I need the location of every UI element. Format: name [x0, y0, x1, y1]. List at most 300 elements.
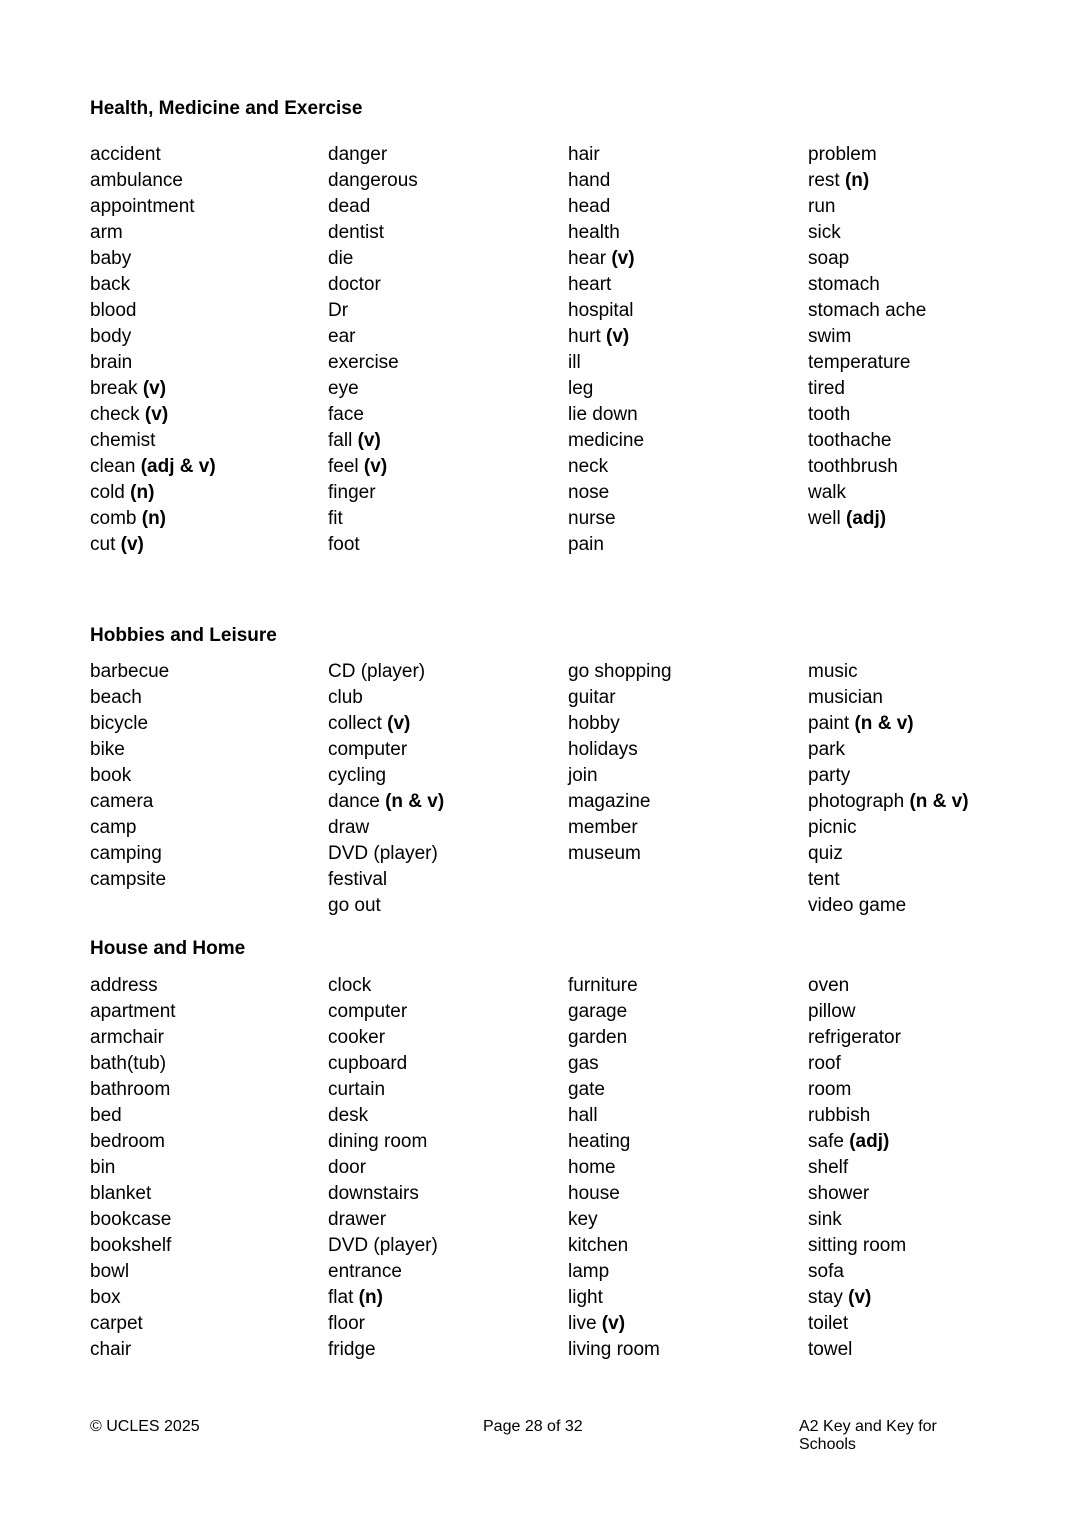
- vocab-word: [90, 1311, 176, 1337]
- word-text: bowl: [90, 1261, 130, 1282]
- vocab-word: [568, 1025, 660, 1051]
- word-text: oven: [808, 975, 850, 996]
- word-text: dance: [328, 791, 380, 812]
- footer-exam-name-line2: Schools: [799, 1436, 856, 1453]
- word-text: CD (player): [328, 661, 426, 682]
- part-of-speech: (v): [601, 1313, 626, 1334]
- vocab-word: [568, 1311, 660, 1337]
- word-text: bath(tub): [90, 1053, 167, 1074]
- word-text: lamp: [568, 1261, 610, 1282]
- part-of-speech: (v): [387, 713, 411, 734]
- vocab-word: [328, 1311, 438, 1337]
- vocab-word: [568, 376, 644, 402]
- word-text: finger: [328, 482, 376, 503]
- word-text: armchair: [90, 1027, 164, 1048]
- vocab-word: [90, 763, 169, 789]
- word-text: bookshelf: [90, 1235, 172, 1256]
- word-text: downstairs: [328, 1183, 419, 1204]
- word-text: member: [568, 817, 638, 838]
- vocab-word: [568, 763, 672, 789]
- word-column: [808, 659, 969, 919]
- word-text: gas: [568, 1053, 599, 1074]
- vocab-word: [90, 737, 169, 763]
- vocab-word: [90, 1233, 176, 1259]
- vocab-word: [90, 506, 216, 532]
- word-text: bin: [90, 1157, 116, 1178]
- word-text: back: [90, 274, 131, 295]
- vocab-word: [90, 168, 216, 194]
- vocab-word: [568, 1077, 660, 1103]
- vocab-word: [90, 298, 216, 324]
- word-text: nose: [568, 482, 610, 503]
- vocab-word: [328, 1285, 438, 1311]
- vocab-word: [328, 246, 418, 272]
- word-text: hospital: [568, 300, 634, 321]
- word-text: photograph: [808, 791, 905, 812]
- word-text: living room: [568, 1339, 660, 1360]
- word-text: die: [328, 248, 354, 269]
- word-text: cut: [90, 534, 116, 555]
- vocab-word: [328, 142, 418, 168]
- word-text: bed: [90, 1105, 122, 1126]
- word-text: towel: [808, 1339, 853, 1360]
- word-text: ear: [328, 326, 356, 347]
- word-text: hair: [568, 144, 600, 165]
- word-text: go shopping: [568, 661, 672, 682]
- word-text: cooker: [328, 1027, 386, 1048]
- word-text: house: [568, 1183, 620, 1204]
- word-text: dangerous: [328, 170, 418, 191]
- word-text: pillow: [808, 1001, 856, 1022]
- word-text: club: [328, 687, 363, 708]
- vocab-word: [568, 1233, 660, 1259]
- vocab-word: [328, 789, 444, 815]
- word-text: furniture: [568, 975, 638, 996]
- vocab-word: [328, 1051, 438, 1077]
- word-text: party: [808, 765, 851, 786]
- vocab-word: [328, 737, 444, 763]
- vocab-word: [90, 220, 216, 246]
- word-text: accident: [90, 144, 161, 165]
- vocab-word: [808, 999, 906, 1025]
- vocab-word: [90, 324, 216, 350]
- word-text: cold: [90, 482, 125, 503]
- vocab-word: [328, 1129, 438, 1155]
- vocab-word: [90, 272, 216, 298]
- word-text: kitchen: [568, 1235, 629, 1256]
- vocab-word: [568, 711, 672, 737]
- word-text: toothache: [808, 430, 892, 451]
- word-text: campsite: [90, 869, 167, 890]
- vocab-word: [328, 1155, 438, 1181]
- vocab-word: [568, 480, 644, 506]
- vocab-word: [808, 867, 969, 893]
- vocab-word: [808, 272, 926, 298]
- part-of-speech: (n): [141, 508, 167, 529]
- word-text: desk: [328, 1105, 369, 1126]
- word-column: [90, 973, 176, 1363]
- word-text: garage: [568, 1001, 628, 1022]
- word-text: neck: [568, 456, 609, 477]
- vocab-word: [568, 350, 644, 376]
- vocab-word: [808, 1103, 906, 1129]
- word-column: [90, 142, 216, 558]
- vocab-word: [328, 324, 418, 350]
- vocab-word: [568, 1181, 660, 1207]
- word-text: clock: [328, 975, 372, 996]
- vocab-word: [328, 402, 418, 428]
- part-of-speech: (v): [611, 248, 635, 269]
- word-text: hand: [568, 170, 611, 191]
- vocab-word: [808, 168, 926, 194]
- word-text: hear: [568, 248, 607, 269]
- vocab-word: [808, 246, 926, 272]
- vocab-word: [90, 1285, 176, 1311]
- word-text: camera: [90, 791, 154, 812]
- vocab-word: [90, 659, 169, 685]
- vocab-word: [568, 1051, 660, 1077]
- footer-exam-name-line1: A2 Key and Key for: [799, 1418, 937, 1435]
- vocab-word: [568, 789, 672, 815]
- word-column: [568, 659, 672, 867]
- part-of-speech: (adj): [846, 508, 887, 529]
- vocab-word: [808, 220, 926, 246]
- word-text: temperature: [808, 352, 911, 373]
- vocab-word: [808, 1233, 906, 1259]
- vocab-word: [328, 194, 418, 220]
- word-text: break: [90, 378, 138, 399]
- word-text: home: [568, 1157, 616, 1178]
- vocab-word: [808, 973, 906, 999]
- word-text: carpet: [90, 1313, 143, 1334]
- vocab-word: [90, 1129, 176, 1155]
- word-text: musician: [808, 687, 883, 708]
- part-of-speech: (n & v): [909, 791, 969, 812]
- vocab-word: [568, 1337, 660, 1363]
- word-text: DVD (player): [328, 843, 438, 864]
- vocab-word: [568, 1155, 660, 1181]
- word-text: guitar: [568, 687, 616, 708]
- vocab-word: [90, 1051, 176, 1077]
- vocab-word: [568, 1129, 660, 1155]
- vocab-word: [328, 1207, 438, 1233]
- word-text: curtain: [328, 1079, 386, 1100]
- word-text: bathroom: [90, 1079, 171, 1100]
- section-title-house: House and Home: [90, 938, 246, 959]
- word-text: head: [568, 196, 611, 217]
- footer-exam-name: [799, 1418, 937, 1454]
- vocab-word: [808, 194, 926, 220]
- word-text: refrigerator: [808, 1027, 901, 1048]
- word-column: [568, 142, 644, 558]
- word-text: video game: [808, 895, 907, 916]
- word-text: rubbish: [808, 1105, 871, 1126]
- vocab-word: [90, 1207, 176, 1233]
- word-text: fall: [328, 430, 353, 451]
- vocab-word: [808, 815, 969, 841]
- word-text: address: [90, 975, 158, 996]
- part-of-speech: (v): [606, 326, 630, 347]
- word-text: toilet: [808, 1313, 849, 1334]
- word-text: bedroom: [90, 1131, 165, 1152]
- vocab-word: [568, 402, 644, 428]
- vocab-word: [568, 815, 672, 841]
- vocab-word: [90, 685, 169, 711]
- word-text: roof: [808, 1053, 841, 1074]
- vocab-word: [568, 1285, 660, 1311]
- vocab-word: [328, 506, 418, 532]
- vocab-word: [568, 272, 644, 298]
- word-text: DVD (player): [328, 1235, 438, 1256]
- word-text: eye: [328, 378, 359, 399]
- part-of-speech: (adj): [849, 1131, 890, 1152]
- vocab-word: [90, 711, 169, 737]
- vocab-word: [808, 1337, 906, 1363]
- word-text: dead: [328, 196, 371, 217]
- word-text: box: [90, 1287, 121, 1308]
- word-text: paint: [808, 713, 850, 734]
- vocab-word: [328, 428, 418, 454]
- word-text: camp: [90, 817, 137, 838]
- vocab-word: [328, 1181, 438, 1207]
- word-text: nurse: [568, 508, 616, 529]
- word-text: park: [808, 739, 845, 760]
- vocab-word: [568, 659, 672, 685]
- vocab-word: [90, 480, 216, 506]
- word-text: gate: [568, 1079, 605, 1100]
- vocab-word: [808, 480, 926, 506]
- vocab-word: [328, 220, 418, 246]
- vocab-word: [90, 194, 216, 220]
- vocab-word: [328, 376, 418, 402]
- vocab-word: [808, 1311, 906, 1337]
- vocab-word: [328, 763, 444, 789]
- vocab-word: [328, 973, 438, 999]
- word-text: stomach: [808, 274, 880, 295]
- vocab-word: [808, 1155, 906, 1181]
- part-of-speech: (v): [120, 534, 144, 555]
- word-text: heating: [568, 1131, 631, 1152]
- word-text: cycling: [328, 765, 387, 786]
- vocab-word: [568, 428, 644, 454]
- vocab-word: [90, 999, 176, 1025]
- vocab-word: [568, 999, 660, 1025]
- vocab-word: [568, 246, 644, 272]
- word-text: danger: [328, 144, 388, 165]
- word-text: apartment: [90, 1001, 176, 1022]
- vocab-word: [808, 1181, 906, 1207]
- word-text: chemist: [90, 430, 156, 451]
- vocab-word: [328, 480, 418, 506]
- vocab-word: [568, 841, 672, 867]
- vocab-word: [808, 1207, 906, 1233]
- word-text: room: [808, 1079, 852, 1100]
- word-text: door: [328, 1157, 367, 1178]
- vocab-word: [568, 1207, 660, 1233]
- vocab-word: [328, 999, 438, 1025]
- vocab-word: [90, 867, 169, 893]
- word-text: sick: [808, 222, 841, 243]
- vocab-word: [90, 350, 216, 376]
- vocab-word: [90, 789, 169, 815]
- vocab-word: [568, 1259, 660, 1285]
- vocab-word: [328, 893, 444, 919]
- part-of-speech: (n): [130, 482, 155, 503]
- vocab-word: [90, 246, 216, 272]
- word-text: baby: [90, 248, 132, 269]
- word-text: arm: [90, 222, 123, 243]
- word-text: garden: [568, 1027, 628, 1048]
- vocab-word: [328, 1337, 438, 1363]
- word-text: dining room: [328, 1131, 428, 1152]
- vocab-word: [808, 841, 969, 867]
- word-text: run: [808, 196, 836, 217]
- vocab-word: [90, 1337, 176, 1363]
- word-text: quiz: [808, 843, 843, 864]
- vocab-word: [568, 454, 644, 480]
- vocab-word: [328, 659, 444, 685]
- word-text: ill: [568, 352, 581, 373]
- vocab-word: [808, 711, 969, 737]
- word-text: appointment: [90, 196, 195, 217]
- word-text: clean: [90, 456, 136, 477]
- word-text: foot: [328, 534, 360, 555]
- word-text: body: [90, 326, 132, 347]
- word-text: swim: [808, 326, 852, 347]
- vocab-word: [328, 1077, 438, 1103]
- word-text: cupboard: [328, 1053, 408, 1074]
- word-text: fit: [328, 508, 343, 529]
- vocab-word: [808, 142, 926, 168]
- word-text: museum: [568, 843, 641, 864]
- word-text: entrance: [328, 1261, 402, 1282]
- vocab-word: [90, 815, 169, 841]
- word-text: toothbrush: [808, 456, 898, 477]
- word-text: brain: [90, 352, 133, 373]
- word-text: festival: [328, 869, 388, 890]
- vocab-word: [90, 1155, 176, 1181]
- word-text: picnic: [808, 817, 857, 838]
- vocab-word: [808, 737, 969, 763]
- word-column: [90, 659, 169, 893]
- part-of-speech: (v): [848, 1287, 872, 1308]
- word-text: collect: [328, 713, 382, 734]
- word-text: camping: [90, 843, 162, 864]
- part-of-speech: (n): [358, 1287, 383, 1308]
- word-text: comb: [90, 508, 137, 529]
- word-text: light: [568, 1287, 603, 1308]
- vocab-word: [90, 376, 216, 402]
- vocab-word: [568, 168, 644, 194]
- word-text: sitting room: [808, 1235, 907, 1256]
- vocab-word: [90, 1077, 176, 1103]
- vocab-word: [808, 893, 969, 919]
- vocab-word: [808, 1025, 906, 1051]
- vocab-word: [90, 402, 216, 428]
- footer-page-number: Page 28 of 32: [483, 1418, 583, 1435]
- vocab-word: [808, 659, 969, 685]
- vocab-word: [328, 272, 418, 298]
- word-text: pain: [568, 534, 604, 555]
- word-text: draw: [328, 817, 370, 838]
- vocab-word: [568, 298, 644, 324]
- part-of-speech: (v): [363, 456, 388, 477]
- vocab-word: [568, 973, 660, 999]
- vocab-word: [328, 841, 444, 867]
- word-text: rest: [808, 170, 840, 191]
- word-text: chair: [90, 1339, 132, 1360]
- word-text: shower: [808, 1183, 870, 1204]
- word-text: soap: [808, 248, 850, 269]
- vocab-word: [328, 350, 418, 376]
- word-column: [328, 142, 418, 558]
- vocab-word: [808, 1051, 906, 1077]
- vocab-word: [568, 737, 672, 763]
- word-text: go out: [328, 895, 381, 916]
- vocab-word: [90, 1103, 176, 1129]
- vocab-word: [328, 815, 444, 841]
- word-column: [808, 142, 926, 532]
- vocab-word: [808, 1077, 906, 1103]
- vocab-word: [328, 1103, 438, 1129]
- word-column: [328, 659, 444, 919]
- vocab-word: [90, 532, 216, 558]
- word-text: stay: [808, 1287, 843, 1308]
- word-text: heart: [568, 274, 612, 295]
- word-text: computer: [328, 1001, 408, 1022]
- word-text: check: [90, 404, 140, 425]
- word-text: feel: [328, 456, 359, 477]
- vocab-word: [328, 1233, 438, 1259]
- word-text: doctor: [328, 274, 381, 295]
- vocab-word: [808, 428, 926, 454]
- vocab-word: [90, 973, 176, 999]
- word-text: hurt: [568, 326, 601, 347]
- word-text: well: [808, 508, 841, 529]
- vocab-word: [808, 350, 926, 376]
- word-text: floor: [328, 1313, 365, 1334]
- part-of-speech: (v): [142, 378, 167, 399]
- word-text: face: [328, 404, 364, 425]
- word-text: fridge: [328, 1339, 376, 1360]
- part-of-speech: (v): [144, 404, 169, 425]
- part-of-speech: (adj & v): [140, 456, 216, 477]
- vocab-word: [568, 142, 644, 168]
- vocab-word: [90, 142, 216, 168]
- part-of-speech: (n & v): [385, 791, 445, 812]
- word-text: blood: [90, 300, 137, 321]
- vocab-word: [808, 1129, 906, 1155]
- vocab-word: [90, 454, 216, 480]
- part-of-speech: (v): [357, 430, 381, 451]
- word-text: ambulance: [90, 170, 183, 191]
- word-text: tent: [808, 869, 840, 890]
- part-of-speech: (n): [844, 170, 870, 191]
- vocab-word: [328, 711, 444, 737]
- word-text: exercise: [328, 352, 399, 373]
- vocab-word: [328, 298, 418, 324]
- word-text: lie down: [568, 404, 638, 425]
- word-text: barbecue: [90, 661, 170, 682]
- word-text: computer: [328, 739, 408, 760]
- vocab-word: [808, 376, 926, 402]
- word-text: tooth: [808, 404, 851, 425]
- word-text: flat: [328, 1287, 354, 1308]
- vocab-word: [90, 1025, 176, 1051]
- word-text: stomach ache: [808, 300, 927, 321]
- vocab-word: [808, 789, 969, 815]
- vocab-word: [328, 1025, 438, 1051]
